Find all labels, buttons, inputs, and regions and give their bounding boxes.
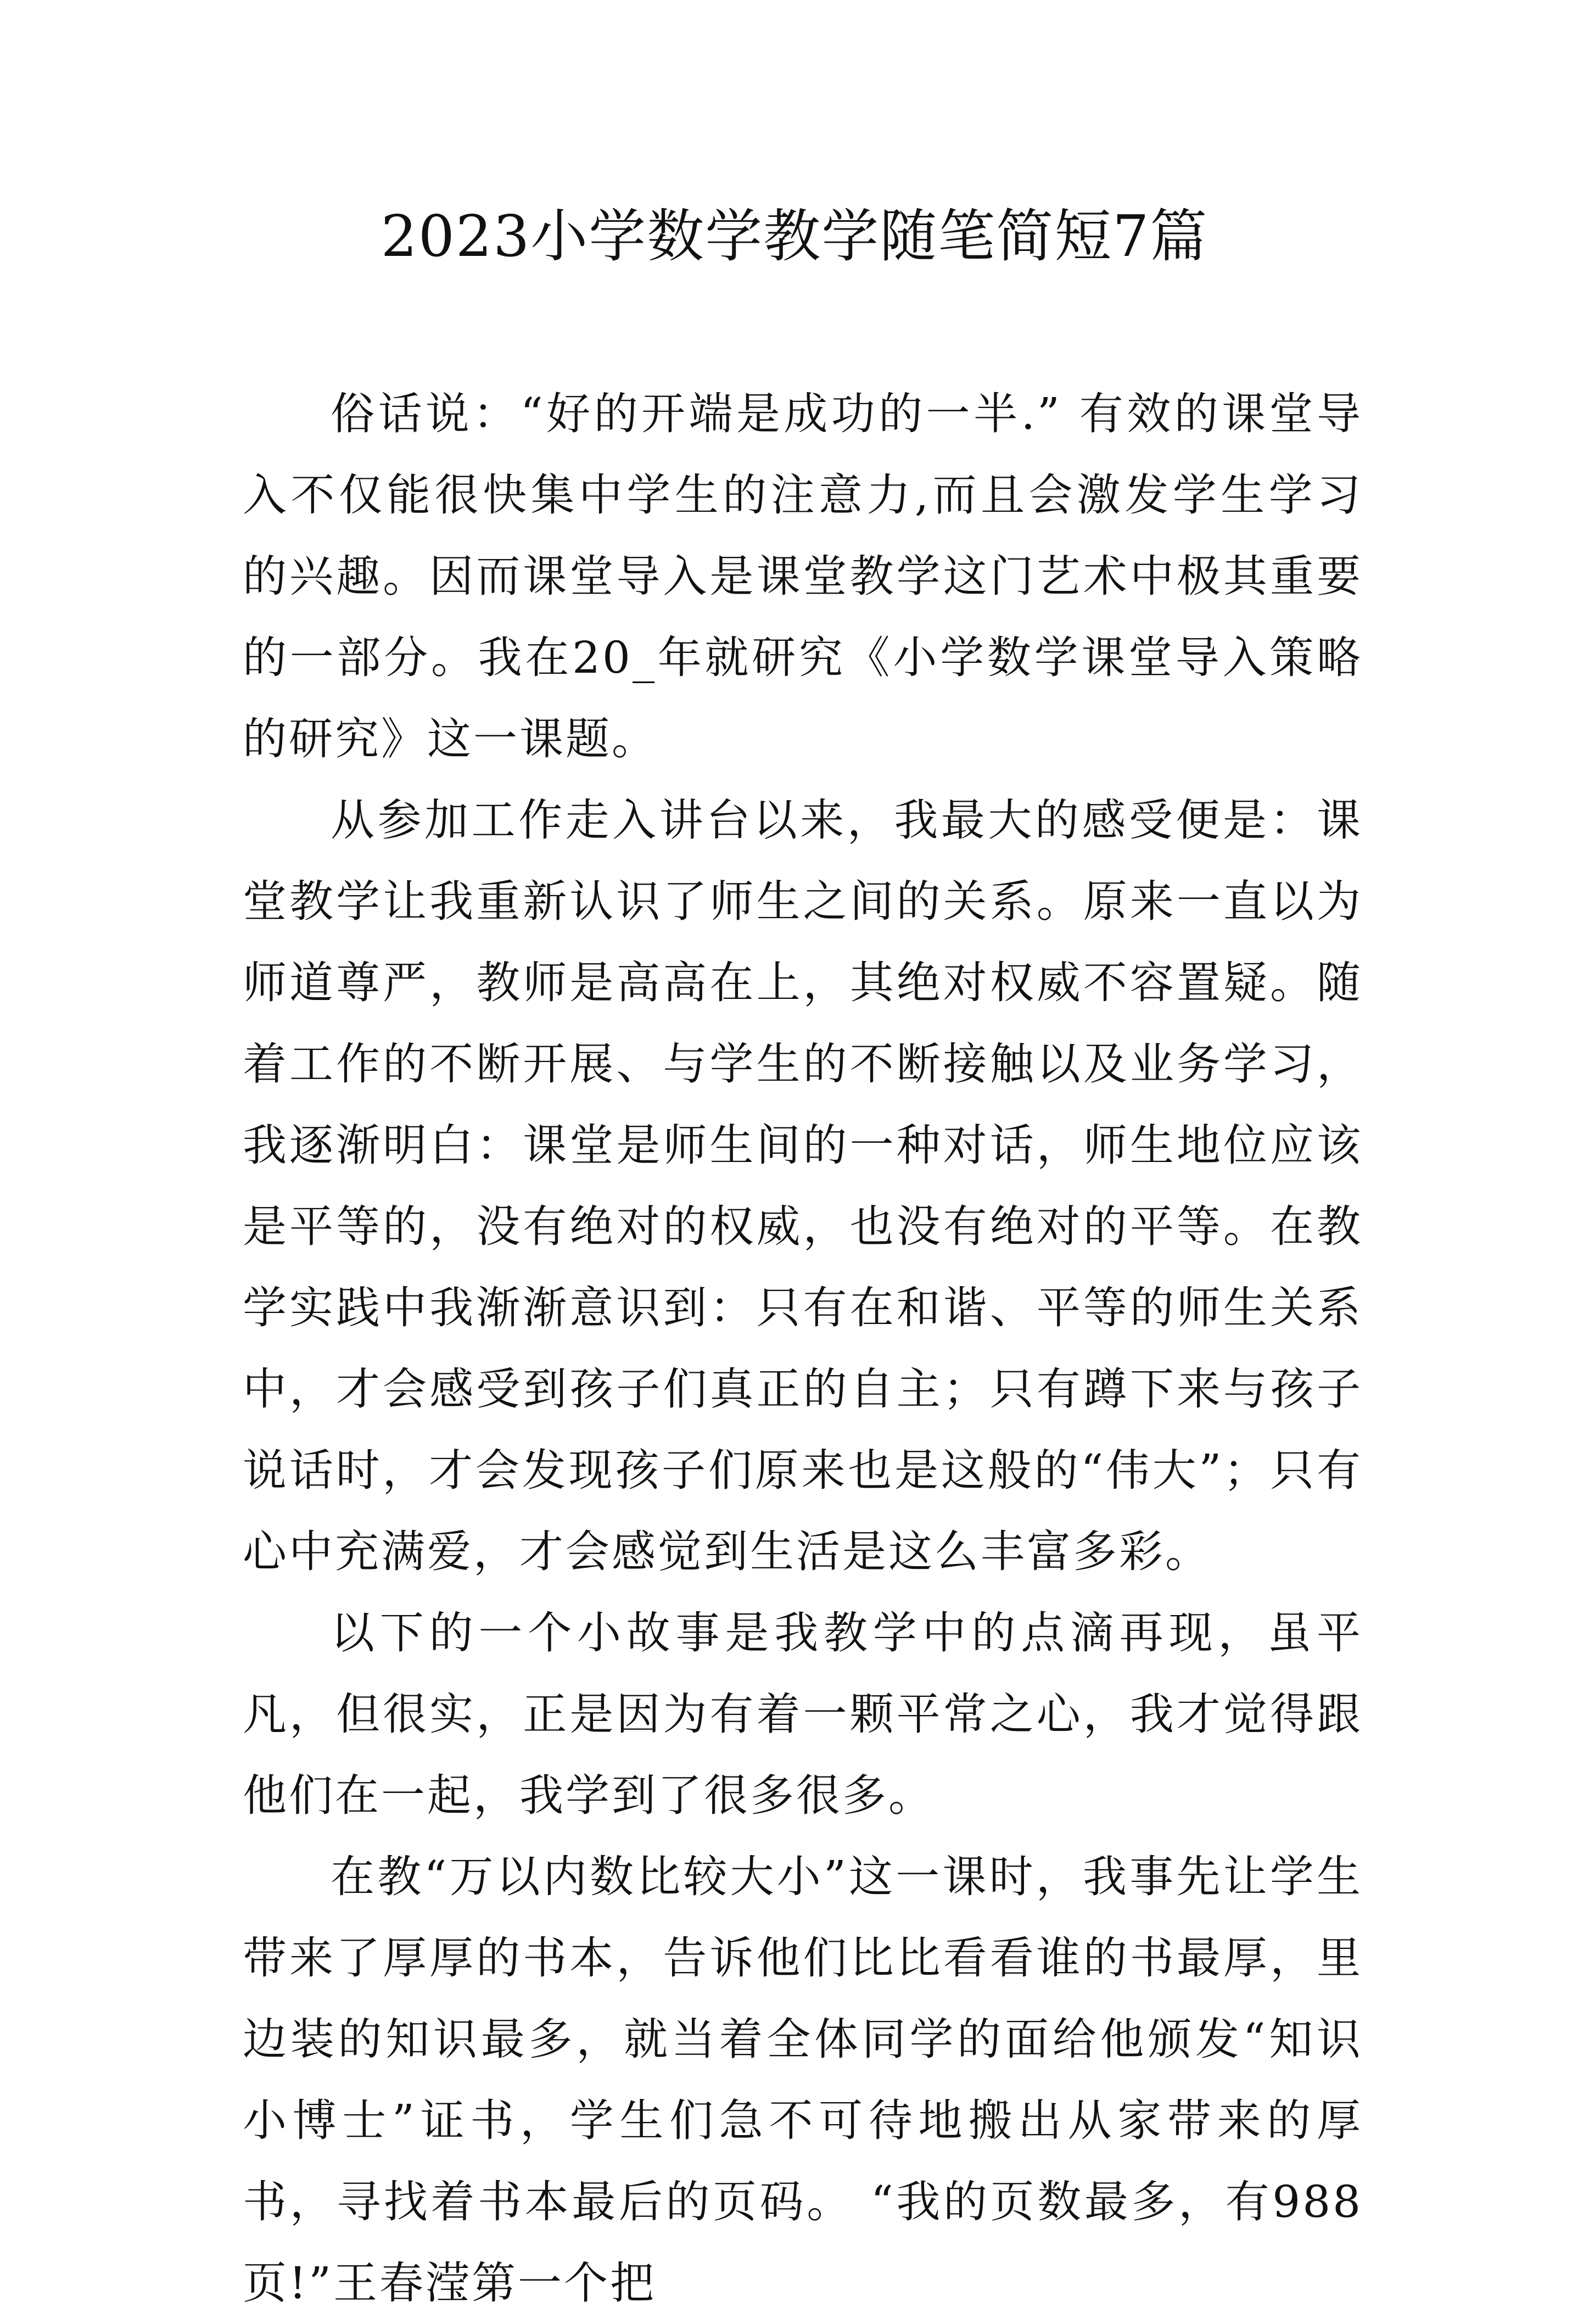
- paragraph: 俗话说：“好的开端是成功的一半.” 有效的课堂导入不仅能很快集中学生的注意力,而且会激发学生学习的兴趣。因而课堂导入是课堂教学这门艺术中极其重要的一部分。我在20_年就研究《小学数学课堂导入策略的研究》这一课题。: [243, 388, 1363, 764]
- paragraph: 以下的一个小故事是我教学中的点滴再现，虽平凡，但很实，正是因为有着一颗平常之心，我才觉得跟他们在一起，我学到了很多很多。: [243, 1607, 1363, 1821]
- paragraph: 在教“万以内数比较大小”这一课时，我事先让学生带来了厚厚的书本，告诉他们比比看看谁的书最厚，里边装的知识最多，就当着全体同学的面给他颁发“知识小博士”证书，学生们急不可待地搬出从家带来的厚书，寻找着书本最后的页码。 “我的页数最多，有988页!”王春滢第一个把: [243, 1851, 1363, 2309]
- paragraph: 从参加工作走入讲台以来，我最大的感受便是：课堂教学让我重新认识了师生之间的关系。原来一直以为师道尊严，教师是高高在上，其绝对权威不容置疑。随着工作的不断开展、与学生的不断接触以及业务学习，我逐渐明白：课堂是师生间的一种对话，师生地位应该是平等的，没有绝对的权威，也没有绝对的平等。在教学实践中我渐渐意识到：只有在和谐、平等的师生关系中，才会感受到孩子们真正的自主；只有蹲下来与孩子说话时，才会发现孩子们原来也是这般的“伟大”；只有心中充满爱，才会感觉到生活是这么丰富多彩。: [243, 795, 1363, 1577]
- document-body: [243, 373, 1363, 2324]
- document-title: 2023小学数学教学随笔简短7篇: [381, 203, 1208, 270]
